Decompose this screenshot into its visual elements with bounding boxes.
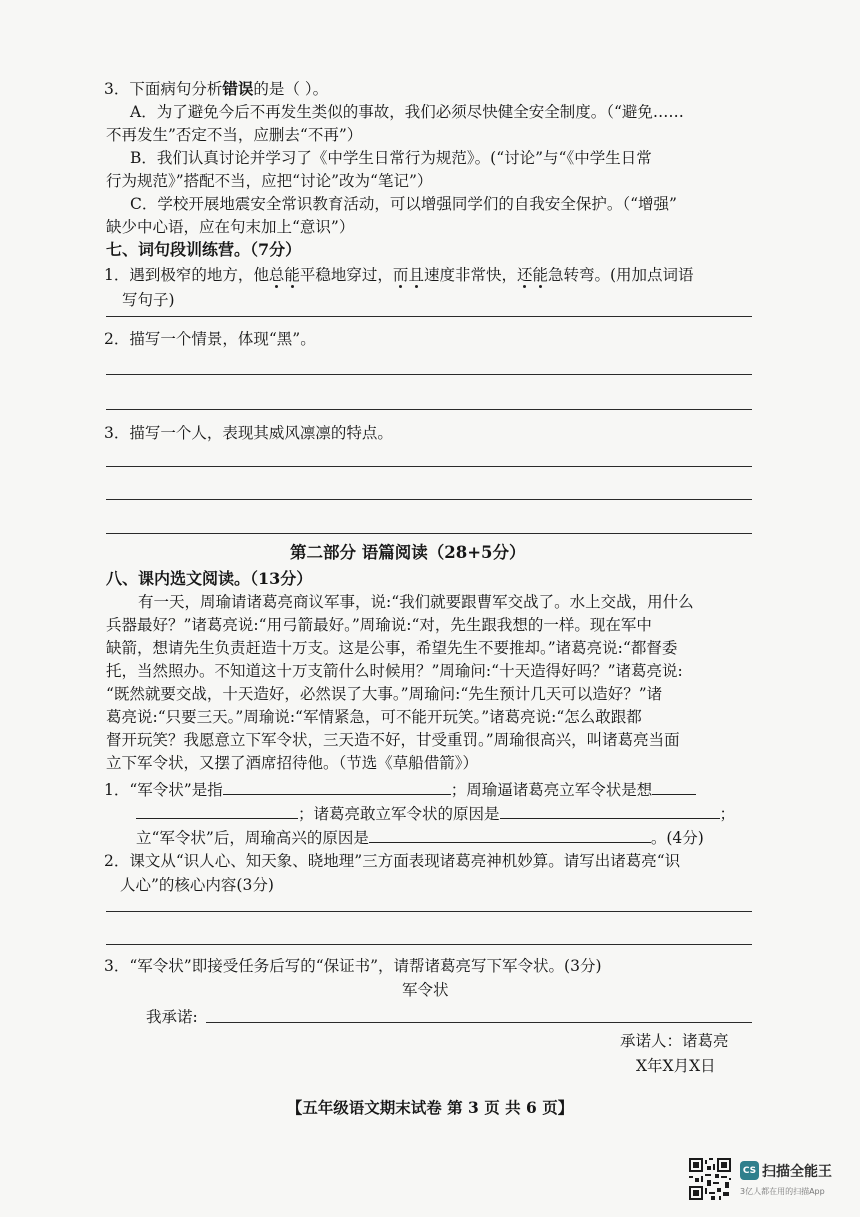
passage-line: 兵器最好？”诸葛亮说:“用弓箭最好。”周瑜说:“对，先生跟我想的一样。现在军中 — [106, 616, 652, 634]
q3-stem: 3．下面病句分析错误的是（ ）。 — [104, 79, 329, 98]
scanner-tagline: 3亿人都在用的扫描App — [740, 1187, 825, 1196]
answer-line[interactable] — [106, 499, 752, 500]
sec8-q1-line2: ；诸葛亮敢立军令状的原因是 ； — [136, 802, 735, 825]
passage-line: 督开玩笑？我愿意立下军令状，三天造不好，甘受重罚。”周瑜很高兴，叫诸葛亮当面 — [106, 731, 680, 749]
q3-option-a-line2: 不再发生”否定不当，应删去“不再”） — [106, 126, 363, 144]
qr-code-icon — [689, 1158, 731, 1200]
sec8-q1-line1: 1．“军令状”是指 ；周瑜逼诸葛亮立军令状是想 — [104, 778, 696, 801]
promise-answer-line[interactable] — [206, 1022, 752, 1023]
sec7-q2: 2．描写一个情景，体现“黑”。 — [104, 330, 316, 348]
passage-line: 立下军令状，又摆了酒席招待他。（节选《草船借箭》） — [106, 754, 479, 772]
section-7-title: 七、词句段训练营。（7分） — [106, 240, 302, 259]
passage-line: 缺箭，想请先生负责赶造十万支。这是公事，希望先生不要推却。”诸葛亮说:“都督委 — [106, 639, 678, 657]
section-8-title: 八、课内选文阅读。（13分） — [106, 569, 313, 588]
sec8-q2-line1: 2．课文从“识人心、知天象、晓地理”三方面表现诸葛亮神机妙算。请写出诸葛亮“识 — [104, 852, 681, 870]
answer-line[interactable] — [106, 466, 752, 467]
sec7-q3: 3．描写一个人，表现其威风凛凛的特点。 — [104, 424, 393, 442]
fill-blank[interactable] — [500, 802, 720, 819]
emphasis-wrong: 错误 — [222, 79, 254, 98]
q3-option-a-line1: A．为了避免今后不再发生类似的事故，我们必须尽快健全安全制度。（“避免…… — [130, 103, 684, 121]
sec8-q1-line3: 立“军令状”后，周瑜高兴的原因是 。(4分) — [136, 826, 704, 849]
q3-option-c-line1: C．学校开展地震安全常识教育活动，可以增强同学们的自我安全保护。（“增强” — [130, 195, 677, 213]
fill-blank[interactable] — [369, 826, 651, 843]
scanner-app-name: 扫描全能王 — [762, 1164, 832, 1180]
passage-line: 托，当然照办。不知道这十万支箭什么时候用？”周瑜问:“十天造得好吗？”诸葛亮说: — [106, 662, 683, 680]
fill-blank[interactable] — [652, 778, 696, 795]
answer-line[interactable] — [106, 409, 752, 410]
sign-date: X年X月X日 — [636, 1057, 716, 1075]
answer-line[interactable] — [106, 533, 752, 534]
camscanner-logo-icon: CS — [740, 1161, 759, 1180]
passage-line: “既然就要交战，十天造好，必然误了大事。”周瑜问:“先生预计几天可以造好？”诸 — [106, 685, 663, 703]
fill-blank[interactable] — [223, 778, 451, 795]
sec7-q1-line1: 1．遇到极窄的地方，他总能平稳地穿过，而且速度非常快，还能急转弯。(用加点词语 — [104, 266, 694, 284]
answer-line[interactable] — [106, 911, 752, 912]
q3-option-b-line1: B．我们认真讨论并学习了《中学生日常行为规范》。(“讨论”与“《中学生日常 — [130, 149, 652, 167]
answer-line[interactable] — [106, 316, 752, 317]
military-order-title: 军令状 — [402, 981, 449, 999]
promise-label: 我承诺: — [146, 1008, 198, 1026]
sec8-q2-line2: 人心”的核心内容(3分) — [120, 876, 274, 894]
sec8-q3-line1: 3．“军令状”即接受任务后写的“保证书”，请帮诸葛亮写下军令状。(3分) — [104, 957, 602, 975]
page-footer: 【五年级语文期末试卷 第 3 页 共 6 页】 — [286, 1098, 574, 1117]
passage-line: 有一天，周瑜请诸葛亮商议军事，说:“我们就要跟曹军交战了。水上交战，用什么 — [138, 593, 694, 611]
sec7-q1-line2: 写句子) — [122, 291, 175, 309]
answer-line[interactable] — [106, 944, 752, 945]
part-2-title: 第二部分 语篇阅读（28+5分） — [290, 543, 526, 562]
fill-blank[interactable] — [136, 802, 298, 819]
q3-option-c-line2: 缺少中心语，应在句末加上“意识”） — [106, 218, 355, 236]
passage-line: 葛亮说:“只要三天。”周瑜说:“军情紧急，可不能开玩笑。”诸葛亮说:“怎么敢跟都 — [106, 708, 642, 726]
answer-line[interactable] — [106, 374, 752, 375]
q3-option-b-line2: 行为规范》”搭配不当，应把“讨论”改为“笔记”） — [106, 172, 433, 190]
signer: 承诺人：诸葛亮 — [620, 1032, 729, 1050]
